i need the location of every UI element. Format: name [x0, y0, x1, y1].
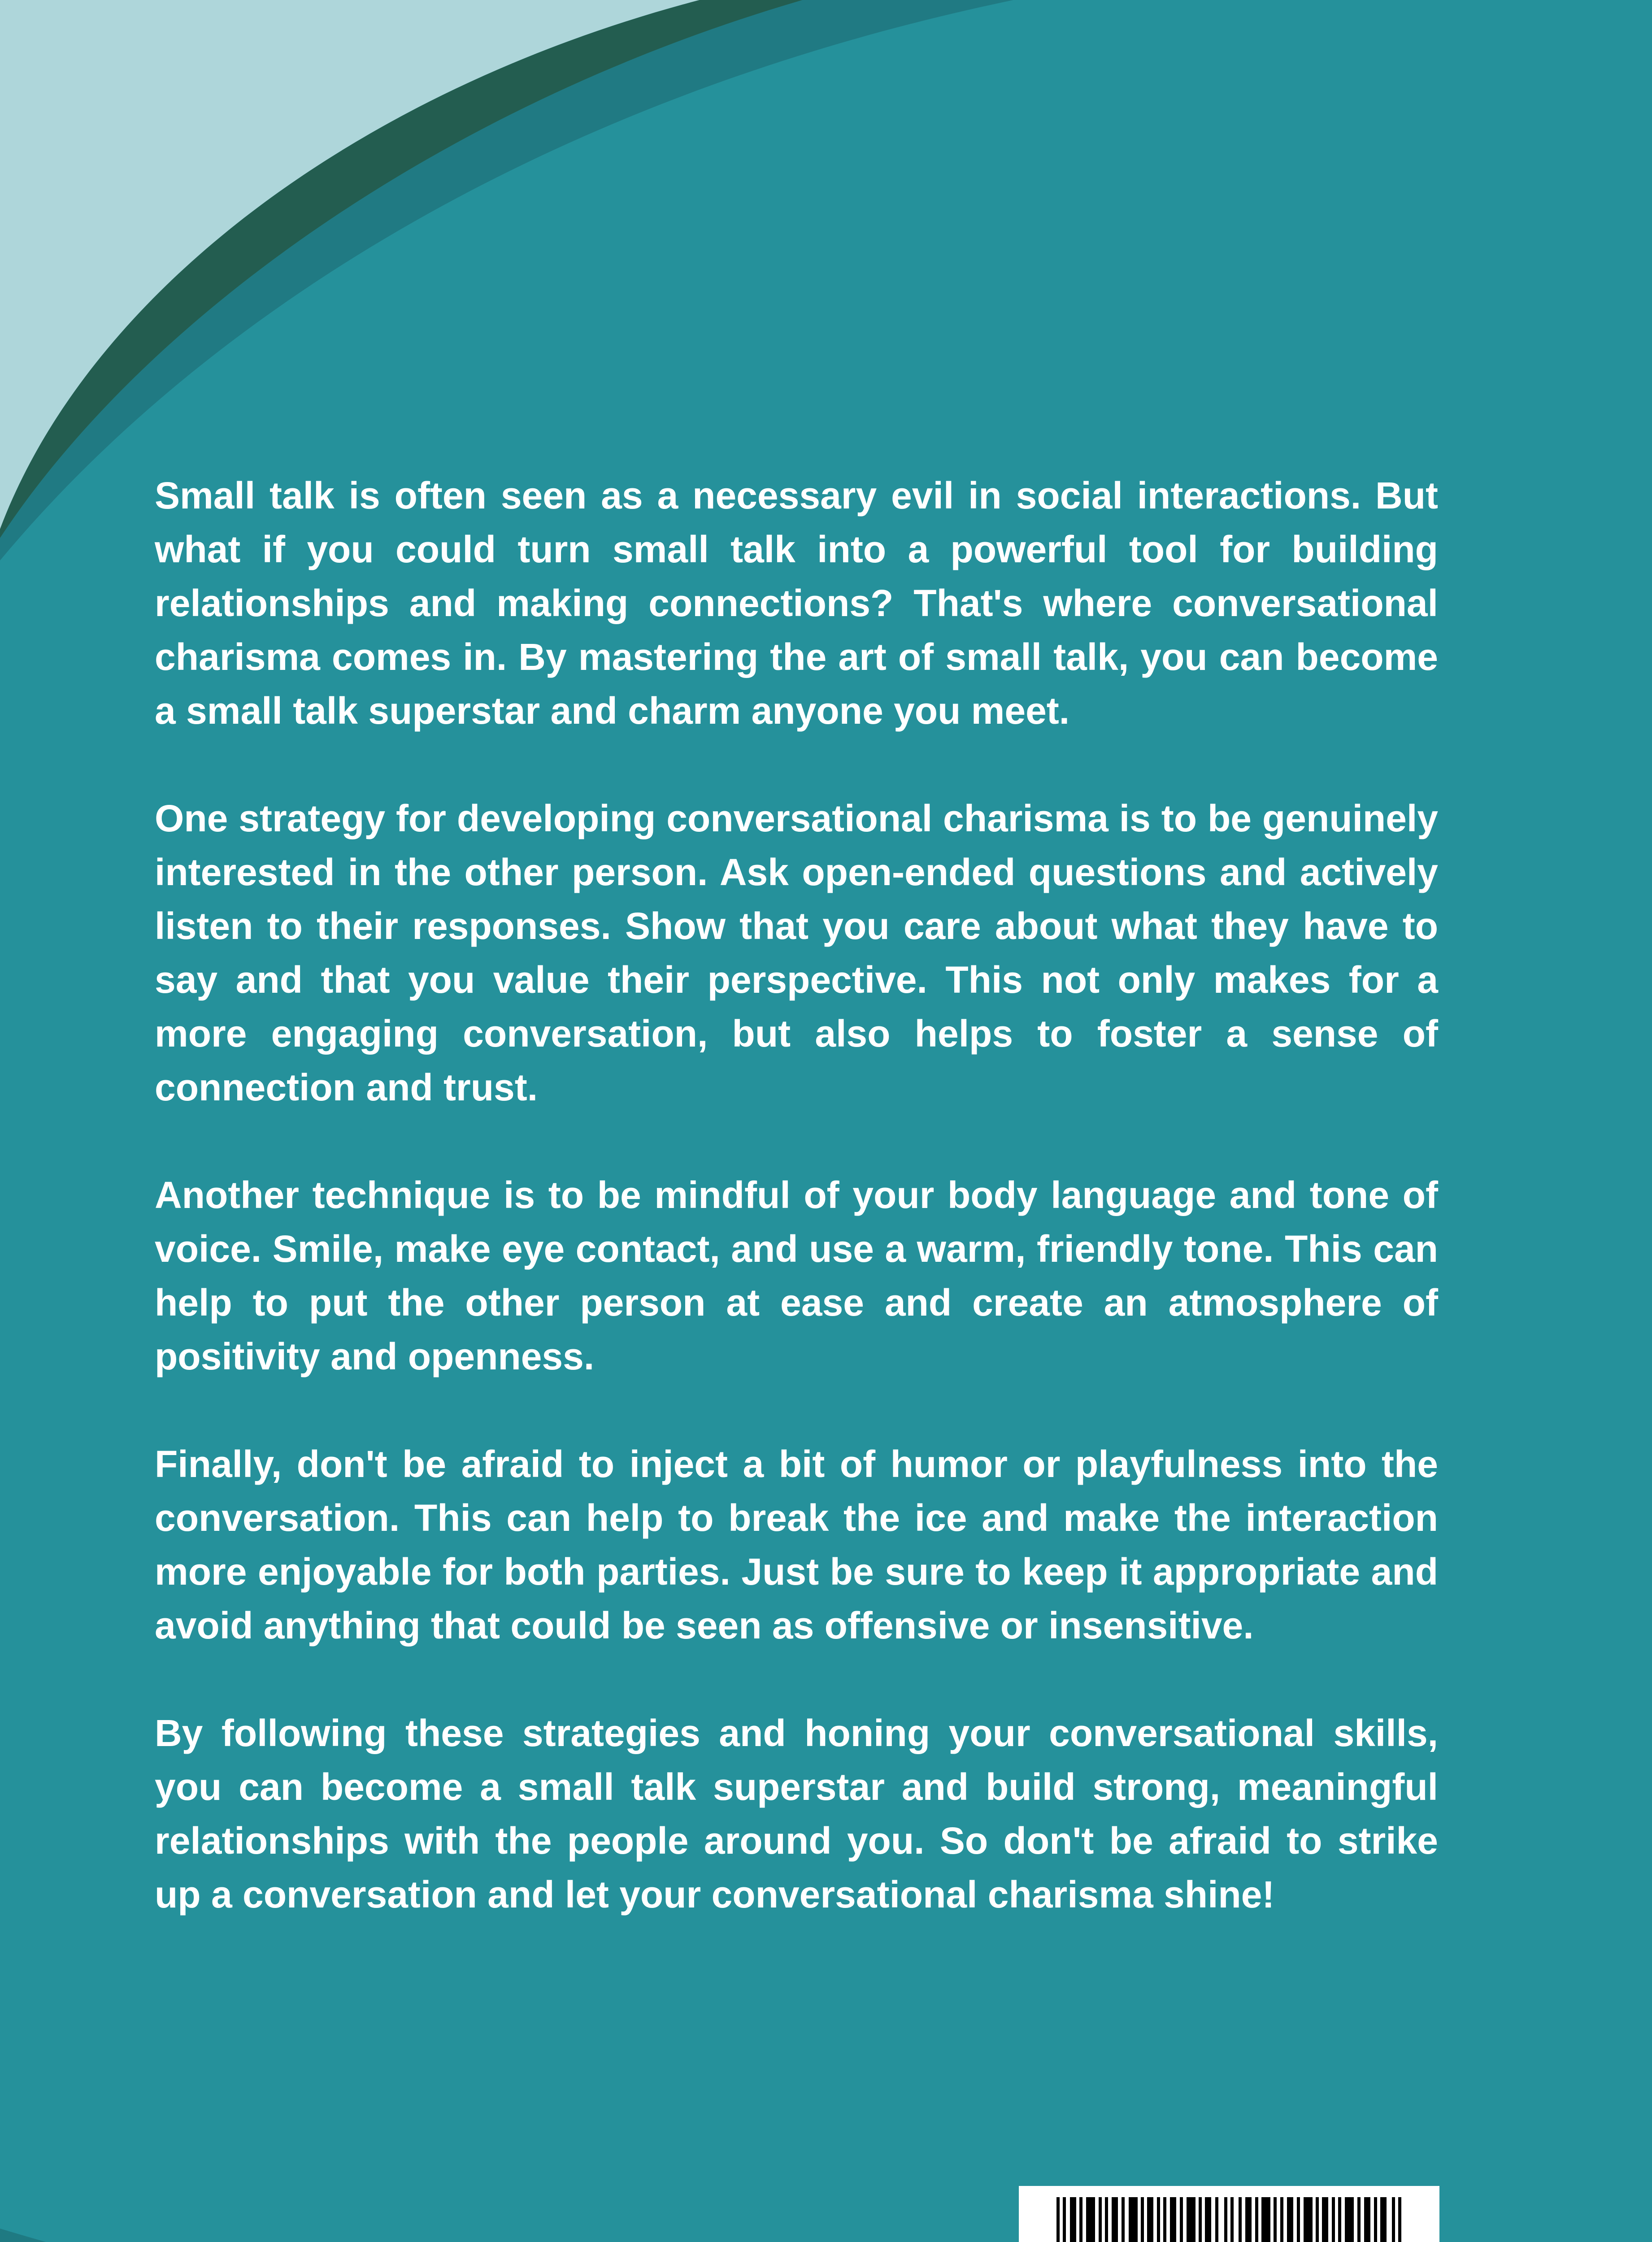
- description-paragraph: By following these strategies and honing your conversational skills, you can become a small talk superstar and build strong, meaningful relationships with the people around you. So don't be afraid to strike up a conversation and let your conversational charisma shine!: [155, 1712, 1438, 1916]
- description-paragraph: Small talk is often seen as a necessary evil in social interactions. But what if you could turn small talk into a powerful tool for building relationships and making connections? That's where conversational charisma comes in. By mastering the art of small talk, you can become a small talk superstar and charm anyone you meet.: [155, 474, 1438, 732]
- barcode-bars: [1019, 2186, 1439, 2242]
- description-paragraph: Finally, don't be afraid to inject a bit of humor or playfulness into the conversation. This can help to break the ice and make the interaction more enjoyable for both parties. Just be sure to keep it appropriate and avoid anything that could be seen as offensive or insensitive.: [155, 1443, 1438, 1647]
- description-paragraph: One strategy for developing conversational charisma is to be genuinely interested in the other person. Ask open-ended questions and actively listen to their responses. Show that you care about what they have to say and that you value their perspective. This not only makes for a more engaging conversation, but also helps to foster a sense of connection and trust.: [155, 797, 1438, 1108]
- description-paragraph: Another technique is to be mindful of your body language and tone of voice. Smile, make eye contact, and use a warm, friendly tone. This can help to put the other person at ease and create an atmosphere of positivity and openness.: [155, 1174, 1438, 1377]
- description-text: [155, 469, 1438, 1975]
- isbn-barcode: [1019, 2186, 1439, 2242]
